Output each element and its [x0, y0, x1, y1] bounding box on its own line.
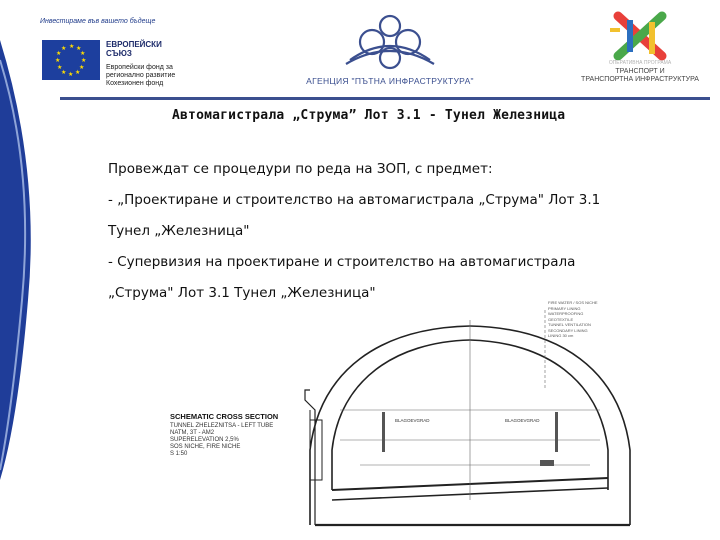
- body-line: Тунел „Железница": [108, 223, 250, 239]
- body-line: Провеждат се процедури по реда на ЗОП, с предмет:: [108, 161, 493, 177]
- header-divider: [60, 97, 710, 100]
- eu-motto: Инвестираме във вашето бъдеще: [40, 18, 156, 25]
- ministry-logo: [570, 10, 710, 90]
- left-decorative-arc: [0, 0, 40, 540]
- svg-text:★: ★: [68, 71, 74, 78]
- svg-text:★: ★: [55, 57, 61, 64]
- legend-item: WATERPROOFING: [548, 311, 584, 316]
- ministry-name: ТРАНСПОРТ И ТРАНСПОРТНА ИНФРАСТРУКТУРА: [581, 68, 699, 83]
- direction-label-right: BLAGOEVGRAD: [505, 418, 540, 423]
- legend-item: GEOTEXTILE: [548, 316, 574, 322]
- direction-label-left: BLAGOEVGRAD: [395, 418, 430, 423]
- cross-section-label: SCHEMATIC CROSS SECTION: [170, 412, 279, 421]
- legend-item: LINING 30 cm: [548, 333, 574, 338]
- agency-logo: [300, 12, 480, 92]
- body-line: „Струма" Лот 3.1 Тунел „Железница": [108, 285, 376, 301]
- body-line: - „Проектиране и строителство на автомагистрала „Струма" Лот 3.1: [108, 192, 601, 208]
- ministry-program: ОПЕРАТИВНА ПРОГРАМА: [608, 60, 672, 66]
- slide-body: [108, 154, 708, 309]
- svg-text:★: ★: [80, 50, 86, 57]
- legend-item: FIRE WATER / SOS NICHE: [548, 300, 598, 305]
- svg-text:★: ★: [61, 45, 67, 52]
- eu-fund-text: Европейски фонд за регионално развитие Кохезионен фонд: [106, 64, 176, 87]
- drawing-legend: [548, 300, 648, 339]
- body-line: - Супервизия на проектиране и строителство на автомагистрала: [108, 254, 576, 270]
- legend-item: TUNNEL VENTILATION: [548, 322, 591, 327]
- legend-item: PRIMARY LINING: [548, 305, 581, 311]
- svg-text:★: ★: [69, 43, 75, 50]
- cross-section-details: TUNNEL ZHELEZNITSA - LEFT TUBE NATM, 3T - AM2 SUPERELEVATION 2,5% SOS NICHE, FIRE NICHE S 1:50: [170, 423, 274, 457]
- svg-text:★: ★: [57, 64, 63, 71]
- legend-item: SECONDARY LINING: [548, 327, 588, 333]
- eu-title: ЕВРОПЕЙСКИ СЪЮЗ: [106, 40, 162, 58]
- agency-name: АГЕНЦИЯ "ПЪТНА ИНФРАСТРУКТУРА": [306, 76, 474, 86]
- svg-text:★: ★: [81, 57, 87, 64]
- svg-text:★: ★: [61, 69, 67, 76]
- agency-knot-icon: [300, 12, 480, 74]
- slide-title: Автомагистрала „Струма” Лот 3.1 - Тунел Железница: [172, 108, 566, 123]
- svg-text:★: ★: [76, 45, 82, 52]
- svg-text:★: ★: [79, 64, 85, 71]
- eu-logo: [40, 18, 190, 98]
- ministry-cross-icon: [570, 10, 710, 66]
- eu-flag-icon: [42, 40, 100, 80]
- svg-text:★: ★: [75, 69, 81, 76]
- svg-text:★: ★: [56, 50, 62, 57]
